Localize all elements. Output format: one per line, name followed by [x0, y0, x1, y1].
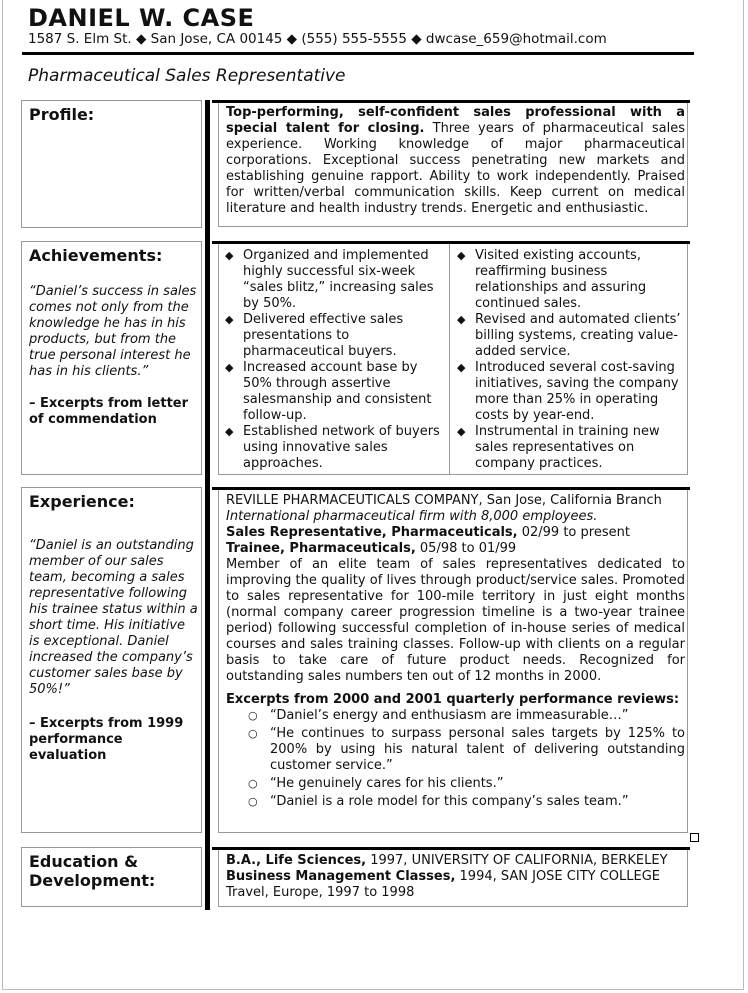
- achievements-quote: “Daniel’s success in sales comes not only from the knowledge he has in his products, but from the true personal interest he has in his clients.”: [29, 284, 197, 379]
- list-item: ◆ Visited existing accounts, reaffirming business relationships and assuring continued sales.: [457, 248, 647, 311]
- reviews-list: [226, 708, 685, 810]
- profile-lead: Top-performing, self-confident sales professional with a special talent for closing.: [226, 105, 685, 136]
- achievements-attribution: – Excerpts from letter of commendation: [29, 396, 189, 427]
- achievements-left-list: [219, 248, 445, 472]
- candidate-name: DANIEL W. CASE: [28, 4, 255, 32]
- circle-bullet-icon: ○: [248, 727, 258, 740]
- degree: B.A., Life Sciences, 1997, UNIVERSITY OF CALIFORNIA, BERKELEY: [226, 853, 668, 868]
- diamond-bullet-icon: ◆: [457, 313, 466, 326]
- column-divider: [449, 244, 450, 474]
- profile-label: Profile:: [29, 105, 95, 124]
- experience-label-box: [21, 487, 202, 833]
- role-2: Trainee, Pharmaceuticals, 05/98 to 01/99: [226, 541, 517, 556]
- job-title: Pharmaceutical Sales Representative: [28, 66, 346, 86]
- diamond-bullet-icon: ◆: [457, 249, 466, 262]
- education-label-box: [21, 847, 202, 907]
- list-item: ◆ Established network of buyers using innovative sales approaches.: [225, 424, 440, 471]
- contact-line: 1587 S. Elm St. ◆ San Jose, CA 00145 ◆ (555) 555-5555 ◆ dwcase_659@hotmail.com: [28, 31, 607, 47]
- diamond-bullet-icon: ◆: [225, 361, 234, 374]
- experience-label: Experience:: [29, 492, 135, 511]
- classes: Business Management Classes, 1994, SAN JOSE CITY COLLEGE: [226, 869, 661, 884]
- profile-text: [226, 105, 685, 217]
- header-rule: [22, 52, 694, 55]
- list-item: ○ “He genuinely cares for his clients.”: [248, 776, 504, 791]
- list-item: ◆ Delivered effective sales presentations to pharmaceutical buyers.: [225, 312, 404, 359]
- achievements-right-list: [451, 248, 685, 472]
- experience-attribution: – Excerpts from 1999 performance evaluation: [29, 716, 184, 763]
- list-item: ○ “He continues to surpass personal sales targets by 125% to 200% by using his natural talent of delivering outstanding customer service.”: [248, 726, 685, 773]
- vertical-divider: [205, 100, 210, 910]
- circle-bullet-icon: ○: [248, 795, 258, 808]
- company-name: REVILLE PHARMACEUTICALS COMPANY, San Jose, California Branch: [226, 493, 662, 508]
- list-item: ◆ Organized and implemented highly successful six-week “sales blitz,” increasing sales by 50%.: [225, 248, 434, 311]
- role-1: Sales Representative, Pharmaceuticals, 02/99 to present: [226, 525, 630, 540]
- achievements-content-box: [218, 244, 688, 475]
- achievements-label: Achievements:: [29, 246, 163, 265]
- diamond-bullet-icon: ◆: [457, 425, 466, 438]
- education-content-box: [218, 850, 688, 907]
- profile-label-box: [21, 100, 202, 228]
- experience-quote: “Daniel is an outstanding member of our sales team, becoming a sales representative following his trainee status within a short time. His initiative is exceptional. Daniel increased the company’s customer sales base by 50%!”: [29, 538, 198, 697]
- education-content: [226, 853, 685, 901]
- travel: Travel, Europe, 1997 to 1998: [226, 885, 415, 900]
- list-item: ◆ Increased account base by 50% through assertive salesmanship and consistent follow-up.: [225, 360, 432, 423]
- list-item: ◆ Revised and automated clients’ billing systems, creating value-added service.: [457, 312, 681, 359]
- list-item: ◆ Introduced several cost-saving initiatives, saving the company more than 25% in operating costs by year-end.: [457, 360, 679, 423]
- list-item: ○ “Daniel is a role model for this company’s sales team.”: [248, 794, 629, 809]
- list-item: ◆ Instrumental in training new sales representatives on company practices.: [457, 424, 660, 471]
- circle-bullet-icon: ○: [248, 777, 258, 790]
- list-item: ○ “Daniel’s energy and enthusiasm are immeasurable…”: [248, 708, 629, 723]
- diamond-bullet-icon: ◆: [225, 425, 234, 438]
- achievements-label-box: [21, 241, 202, 475]
- diamond-bullet-icon: ◆: [225, 313, 234, 326]
- diamond-bullet-icon: ◆: [225, 249, 234, 262]
- experience-description: Member of an elite team of sales representatives dedicated to improving the quality of lives through product/service sales. Promoted to sales representative for 100-mile territory in just eight months (normal company career progression timeline is a two-year trainee period) following successful completion of in-house series of medical courses and sales training classes. Follow-up with clients on a regular basis to take care of future product needs. Recognized for outstanding sales numbers ten out of 12 months in 2000.: [226, 557, 685, 684]
- education-label: Education & Development:: [29, 852, 156, 890]
- reviews-heading: Excerpts from 2000 and 2001 quarterly performance reviews:: [226, 692, 680, 707]
- experience-content-box: [218, 490, 688, 833]
- resize-handle[interactable]: [690, 833, 699, 842]
- profile-body: Three years of pharmaceutical sales experience. Working knowledge of major pharmaceutical corporations. Exceptional success penetrating new markets and establishing genuine rapport. Ability to work independently. Praised for written/verbal communication skills. Keep current on medical literature and health industry trends. Energetic and enthusiastic.: [226, 121, 685, 216]
- circle-bullet-icon: ○: [248, 709, 258, 722]
- experience-content: [226, 493, 685, 812]
- profile-content-box: [218, 103, 688, 227]
- company-description: International pharmaceutical firm with 8,000 employees.: [226, 509, 598, 524]
- diamond-bullet-icon: ◆: [457, 361, 466, 374]
